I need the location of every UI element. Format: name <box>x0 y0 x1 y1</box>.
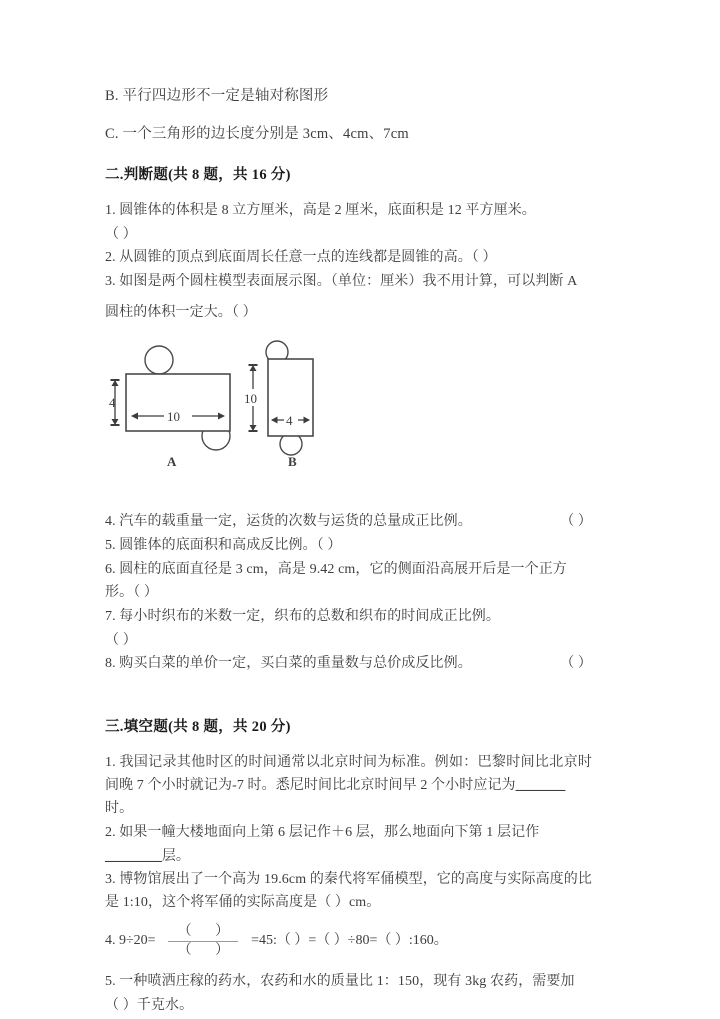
fill-question-5: 5. 一种喷洒庄稼的药水，农药和水的质量比 1：150，现有 3kg 农药，需要加 <box>105 974 575 990</box>
fill-question-4-prefix: 4. 9÷20= <box>105 932 156 948</box>
judge-question-1-blank <box>105 224 592 247</box>
figure-a-group <box>109 346 230 469</box>
judge-question-3: 3. 如图是两个圆柱模型表面展示图。（单位：厘米）我不用计算，可以判断 A <box>105 274 578 290</box>
fill-question-2-blank: ________ <box>105 848 162 864</box>
figure-a-height-label: 4 <box>109 395 116 411</box>
fill-question-1-text: 1. 我国记录其他时区的时间通常以北京时间为标准。例如：巴黎时间比北京时间晚 7 个小时就记为-7 时。悉尼时间比北京时间早 2 个小时应记为 <box>105 755 592 793</box>
fill-question-1 <box>105 752 592 797</box>
fill-question-2-cont <box>105 846 592 869</box>
fill-question-4-fraction <box>168 925 240 959</box>
judge-question-6-cont: 形。（ ） <box>105 585 158 601</box>
judge-question-6: 6. 圆柱的底面直径是 3 cm，高是 9.42 cm，它的侧面沿高展开后是一个正方 <box>105 561 567 577</box>
judge-question-1-text: 1. 圆锥体的体积是 8 立方厘米，高是 2 厘米，底面积是 12 平方厘米。 <box>105 203 536 219</box>
figure-b-caption: B <box>288 454 297 470</box>
spacer <box>105 295 592 302</box>
figure-a-caption: A <box>167 454 177 470</box>
figure-a-width-label: 10 <box>167 409 180 425</box>
fill-question-4-numerator: （ ） <box>177 923 240 939</box>
spacer <box>105 498 592 511</box>
fill-question-1-cont: 时。 <box>105 801 134 817</box>
cylinder-nets-figure <box>105 338 592 488</box>
judge-question-3-cont: 圆柱的体积一定大。（ ） <box>105 304 257 320</box>
judge-question-8-blank: （ ） <box>560 656 592 672</box>
judge-question-1 <box>105 200 592 223</box>
fill-question-3: 3. 博物馆展出了一个高为 19.6cm 的秦代将军俑模型，它的高度与实际高度的比是 1:10，这个将军俑的实际高度是（ ）cm。 <box>105 872 592 911</box>
judge-question-8 <box>105 653 592 676</box>
figure-b-group <box>243 341 313 469</box>
judge-question-7: 7. 每小时织布的米数一定，织布的总数和织布的时间成正比例。 <box>105 609 500 625</box>
choice-option-b: B. 平行四边形不一定是轴对称图形 <box>105 88 329 104</box>
fill-question-4-denominator: （ ） <box>177 943 240 959</box>
judge-question-1-blank-text: （ ） <box>105 226 137 242</box>
fill-question-1-blank: _______ <box>515 777 566 793</box>
fill-question-2-unit: 层。 <box>161 848 191 864</box>
spacer <box>105 958 592 971</box>
judge-question-2: 2. 从圆锥的顶点到底面周长任意一点的连线都是圆锥的高。（ ） <box>105 250 497 266</box>
judge-question-4-blank: （ ） <box>560 514 592 530</box>
page-content <box>105 86 592 1019</box>
fill-question-2: 2. 如果一幢大楼地面向上第 6 层记作＋6 层，那么地面向下第 1 层记作 <box>105 825 540 841</box>
judge-question-8-text: 8. 购买白菜的单价一定，买白菜的重量数与总价成反比例。 <box>105 656 472 672</box>
judge-question-4 <box>105 511 592 534</box>
judge-question-5: 5. 圆锥体的底面积和高成反比例。（ ） <box>105 538 342 554</box>
choice-option-c: C. 一个三角形的边长度分别是 3cm、4cm、7cm <box>105 126 409 143</box>
figure-b-width-label: 4 <box>286 413 293 429</box>
figure-b-height-label: 10 <box>244 391 257 407</box>
fill-question-5-cont: （ ）千克水。 <box>105 997 194 1013</box>
fill-question-4-suffix: =45:（ ）=（ ）÷80=（ ）:160。 <box>251 932 448 948</box>
section-two-heading: 二.判断题(共 8 题，共 16 分) <box>105 167 291 184</box>
fill-question-4 <box>105 924 592 958</box>
judge-question-4-text: 4. 汽车的载重量一定，运货的次数与运货的总量成正比例。 <box>105 514 472 530</box>
spacer <box>105 677 592 697</box>
section-three-heading: 三.填空题(共 8 题，共 20 分) <box>105 719 291 736</box>
judge-question-7-blank: （ ） <box>105 632 137 648</box>
figure-a-top-circle <box>145 346 173 374</box>
cylinder-nets-svg <box>105 338 405 488</box>
